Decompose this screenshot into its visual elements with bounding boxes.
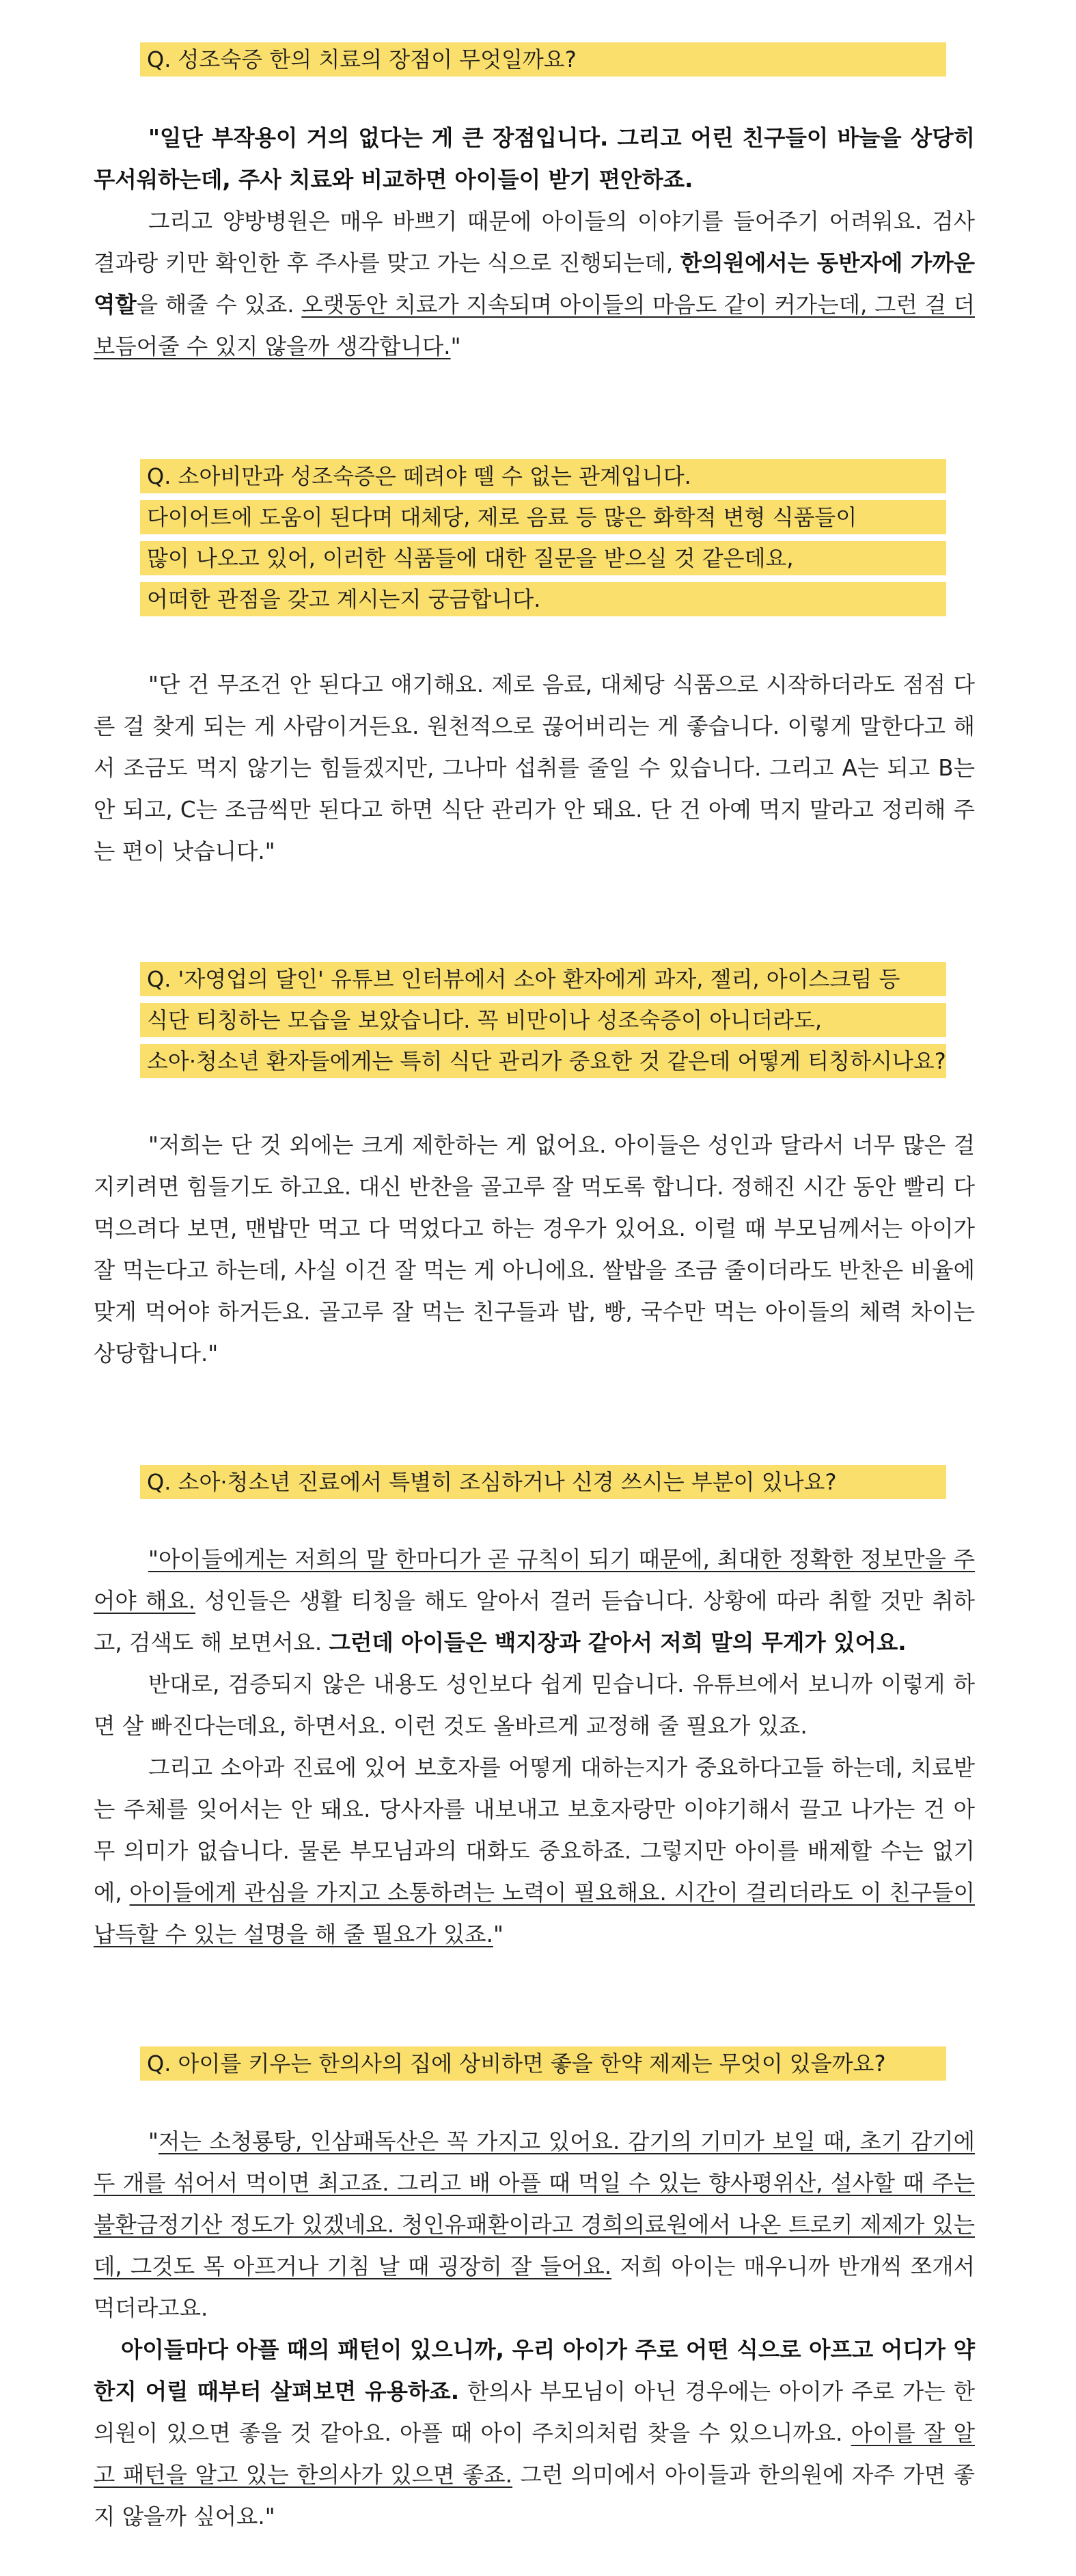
body-text: 을 해줄 수 있죠. [136,292,302,318]
question-line: 소아·청소년 환자들에게는 특히 식단 관리가 중요한 것 같은데 어떻게 티칭하시나요? [140,1044,946,1078]
question-line: 식단 티칭하는 모습을 보았습니다. 꼭 비만이나 성조숙증이 아니더라도, [140,1003,946,1037]
answer-5 [94,2121,975,2538]
underlined-text: 저는 소청룡탕, 인삼패독산은 꼭 가지고 있어요. 감기의 기미가 보일 때, 초기 감기에 두 개를 섞어서 먹이면 최고죠. 그리고 배 아플 때 먹일 수 있는 향사평위산, 설사할 때 주는 불환금정기산 정도가 있겠네요. 청인유패환이라고 경희의료원에서 나온 트로키 제제가 있는데, 그것도 목 아프거나 기침 날 때 굉장히 잘 들어요. [94,2128,975,2279]
answer-paragraph [94,118,975,201]
answer-3 [94,1125,975,1375]
question-5 [140,2046,946,2087]
body-text: 그리고 소아과 진료에 있어 보호자를 어떻게 대하는지가 중요하다고들 하는데, 치료받는 주체를 잊어서는 안 돼요. 당사자를 내보내고 보호자랑만 이야기해서 끌고 나가는 건 아무 의미가 없습니다. 물론 부모님과의 대화도 중요하죠. 그렇지만 아이를 배제할 수는 없기에, [94,1755,975,1906]
answer-4 [94,1539,975,1956]
body-text: 저희 아이는 매우니까 반개씩 쪼개서 먹더라고요. [94,2253,975,2321]
body-text: 반대로, 검증되지 않은 내용도 성인보다 쉽게 믿습니다. 유튜브에서 보니까 이렇게 하면 살 빠진다는데요, 하면서요. 이런 것도 올바르게 교정해 줄 필요가 있죠. [94,1671,975,1739]
answer-paragraph [94,1664,975,1747]
bold-text: 그런데 아이들은 백지장과 같아서 저희 말의 무게가 있어요. [329,1630,907,1656]
question-line: Q. 아이를 키우는 한의사의 집에 상비하면 좋을 한약 제제는 무엇이 있을까요? [140,2046,946,2081]
answer-paragraph [94,1747,975,1956]
underlined-text: 오랫동안 치료가 지속되며 아이들의 마음도 같이 커가는데, 그런 걸 더 보듬어줄 수 있지 않을까 생각합니다. [94,292,976,359]
question-line: Q. 소아비만과 성조숙증은 떼려야 뗄 수 없는 관계입니다. [140,459,946,493]
underlined-text: "아이들에게는 저희의 말 한마디가 곧 규칙이 되기 때문에, 최대한 정확한 정보만을 주어야 해요. [94,1546,975,1614]
question-4 [140,1465,946,1506]
body-text: " [450,333,461,359]
underlined-text: 아이들에게 관심을 가지고 소통하려는 노력이 필요해요. 시간이 걸리더라도 이 친구들이 납득할 수 있는 설명을 해 줄 필요가 있죠. [94,1880,975,1947]
question-3 [140,962,946,1085]
question-line: Q. 성조숙증 한의 치료의 장점이 무엇일까요? [140,42,946,77]
body-text: 그리고 양방병원은 매우 바쁘기 때문에 아이들의 이야기를 들어주기 어려워요. 검사 결과랑 키만 확인한 후 주사를 맞고 가는 식으로 진행되는데, [94,208,975,276]
body-text: 한의사 부모님이 아닌 경우에는 아이가 주로 가는 한의원이 있으면 좋을 것 같아요. 아플 때 아이 주치의처럼 찾을 수 있으니까요. [94,2379,975,2446]
question-line: Q. 소아·청소년 진료에서 특별히 조심하거나 신경 쓰시는 부분이 있나요? [140,1465,946,1499]
answer-paragraph [94,664,975,873]
bold-text: 한의원에서는 동반자에 가까운 역할 [94,250,976,318]
question-line: 다이어트에 도움이 된다며 대체당, 제로 음료 등 많은 화학적 변형 식품들이 [140,500,946,534]
body-text: "단 건 무조건 안 된다고 얘기해요. 제로 음료, 대체당 식품으로 시작하더라도 점점 다른 걸 찾게 되는 게 사람이거든요. 원천적으로 끊어버리는 게 좋습니다. 이렇게 말한다고 해서 조금도 먹지 않기는 힘들겠지만, 그나마 섭취를 줄일 수 있습니다. 그리고 A는 되고 B는 안 되고, C는 조금씩만 된다고 하면 식단 관리가 안 돼요. 단 건 아예 먹지 말라고 정리해 주는 편이 낫습니다." [94,672,975,864]
answer-paragraph [94,2329,975,2538]
answer-2 [94,664,975,873]
question-line: 어떠한 관점을 갖고 계시는지 궁금합니다. [140,582,946,616]
bold-text: "일단 부작용이 거의 없다는 게 큰 장점입니다. 그리고 어린 친구들이 바늘을 상당히 무서워하는데, 주사 치료와 비교하면 아이들이 받기 편안하죠. [94,125,975,193]
question-2 [140,459,946,623]
answer-paragraph [94,1125,975,1375]
body-text: " [493,1921,503,1947]
body-text: " [148,2128,158,2154]
answer-paragraph [94,1539,975,1664]
answer-paragraph [94,2121,975,2329]
question-line: Q. '자영업의 달인' 유튜브 인터뷰에서 소아 환자에게 과자, 젤리, 아이스크림 등 [140,962,946,996]
body-text: 그런 의미에서 아이들과 한의원에 자주 가면 좋지 않을까 싶어요." [94,2462,976,2530]
body-text: 성인들은 생활 티칭을 해도 알아서 걸러 듣습니다. 상황에 따라 취할 것만 취하고, 검색도 해 보면서요. [94,1588,975,1656]
answer-1 [94,118,975,368]
answer-paragraph [94,201,975,368]
body-text: "저희는 단 것 외에는 크게 제한하는 게 없어요. 아이들은 성인과 달라서 너무 많은 걸 지키려면 힘들기도 하고요. 대신 반찬을 골고루 잘 먹도록 합니다. 정해진 시간 동안 빨리 다 먹으려다 보면, 맨밥만 먹고 다 먹었다고 하는 경우가 있어요. 이럴 때 부모님께서는 아이가 잘 먹는다고 하는데, 사실 이건 잘 먹는 게 아니에요. 쌀밥을 조금 줄이더라도 반찬은 비율에 맞게 먹어야 하거든요. 골고루 잘 먹는 친구들과 밥, 빵, 국수만 먹는 아이들의 체력 차이는 상당합니다." [94,1132,975,1367]
bold-text: 아이들마다 아플 때의 패턴이 있으니까, 우리 아이가 주로 어떤 식으로 아프고 어디가 약한지 어릴 때부터 살펴보면 유용하죠. [94,2337,975,2404]
question-1 [140,42,946,83]
question-line: 많이 나오고 있어, 이러한 식품들에 대한 질문을 받으실 것 같은데요, [140,541,946,575]
underlined-text: 아이를 잘 알고 패턴을 알고 있는 한의사가 있으면 좋죠. [94,2420,976,2488]
